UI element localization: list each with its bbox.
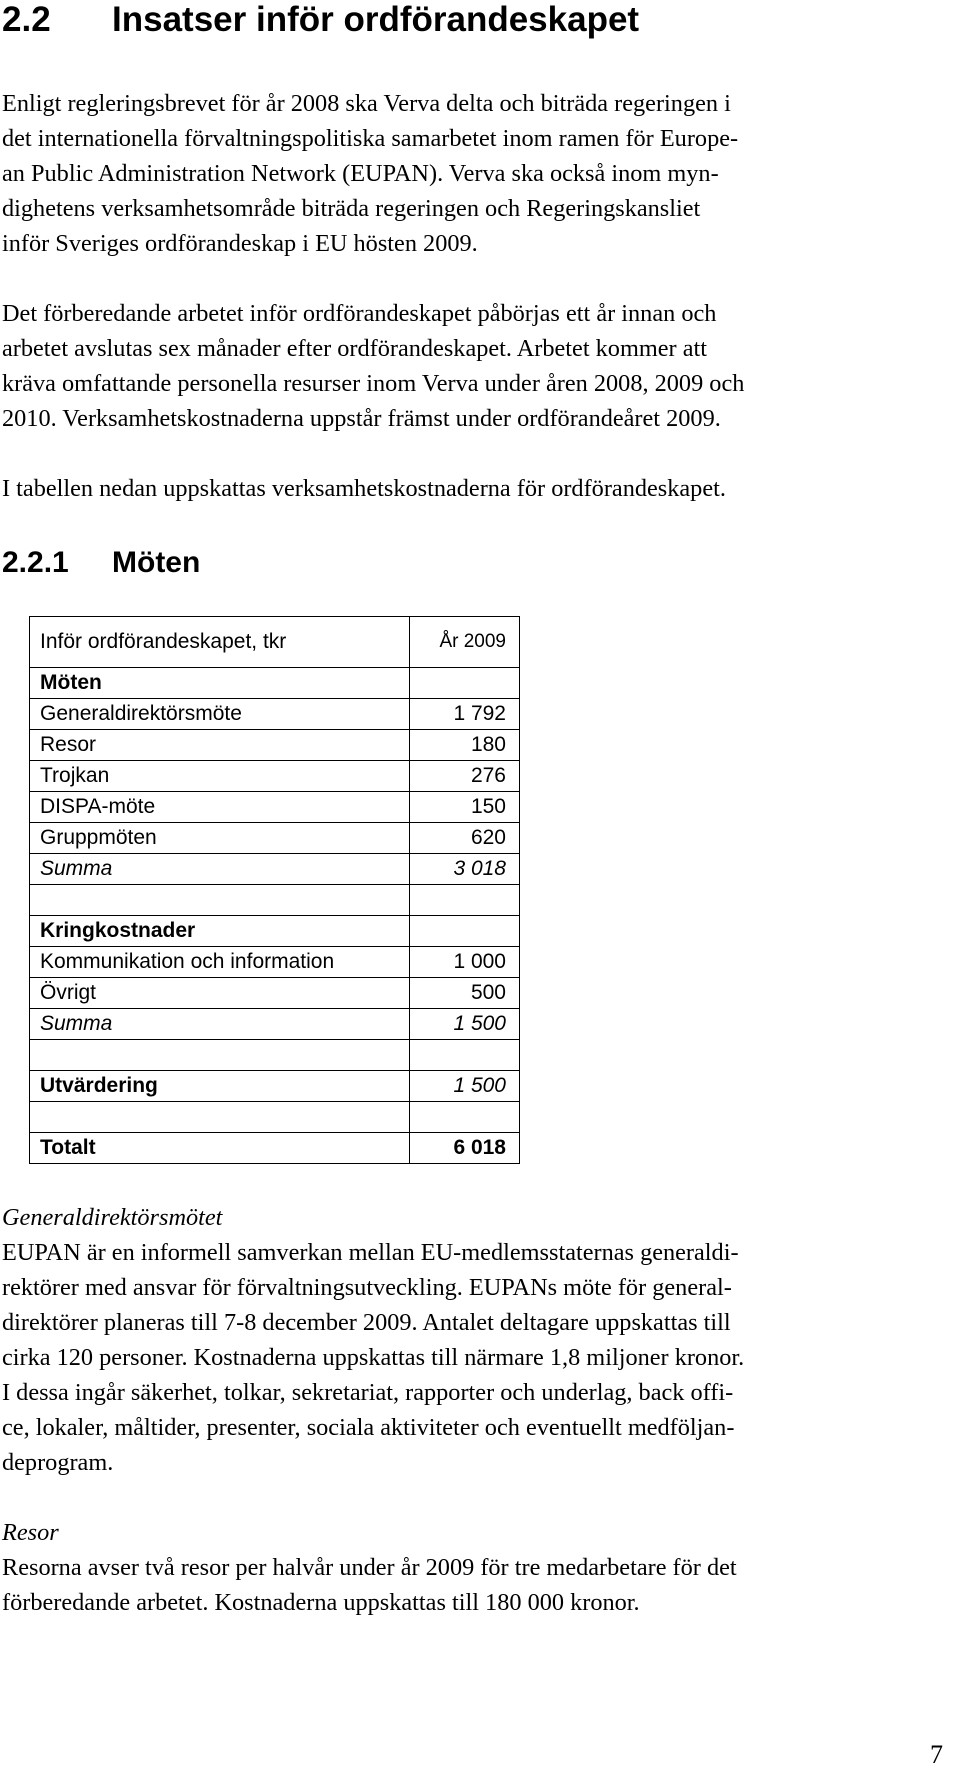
- row-label: Resor: [30, 730, 410, 761]
- text-line: cirka 120 personer. Kostnaderna uppskattas till närmare 1,8 miljoner kronor.: [2, 1344, 745, 1371]
- text-line: deprogram.: [2, 1449, 114, 1476]
- row-label: [30, 885, 410, 916]
- row-value: 1 500: [410, 1009, 520, 1040]
- text-line: direktörer planeras till 7-8 december 2009. Antalet deltagare uppskattas till: [2, 1309, 731, 1336]
- table-row: [30, 1102, 520, 1133]
- text-line: Enligt regleringsbrevet för år 2008 ska Verva delta och biträda regeringen i: [2, 90, 731, 117]
- gd-section: [2, 1200, 957, 1480]
- subsection-heading: [2, 545, 200, 581]
- table-row: [30, 978, 520, 1009]
- subsection-title: Möten: [112, 546, 201, 579]
- table-row: [30, 1009, 520, 1040]
- row-value: [410, 916, 520, 947]
- table-row: [30, 885, 520, 916]
- row-value: 6 018: [410, 1133, 520, 1164]
- row-value: 500: [410, 978, 520, 1009]
- row-value: [410, 885, 520, 916]
- intro-paragraph: [2, 86, 957, 261]
- table-row: [30, 699, 520, 730]
- row-label: Kringkostnader: [30, 916, 410, 947]
- table-row: [30, 730, 520, 761]
- cost-table: [29, 616, 520, 1164]
- row-label: Övrigt: [30, 978, 410, 1009]
- row-label: Trojkan: [30, 761, 410, 792]
- row-label: Summa: [30, 854, 410, 885]
- text-line: rektörer med ansvar för förvaltningsutveckling. EUPANs möte för general-: [2, 1274, 732, 1301]
- table-row: [30, 668, 520, 699]
- text-line: I tabellen nedan uppskattas verksamhetskostnaderna för ordförandeskapet.: [2, 475, 726, 502]
- table-row: [30, 916, 520, 947]
- table-row: [30, 792, 520, 823]
- text-line: Det förberedande arbetet inför ordförandeskapet påbörjas ett år innan och: [2, 300, 717, 327]
- table-intro-paragraph: [2, 471, 957, 506]
- row-label: [30, 1102, 410, 1133]
- text-line: arbetet avslutas sex månader efter ordförandeskapet. Arbetet kommer att: [2, 335, 707, 362]
- table-header-label: Inför ordförandeskapet, tkr: [30, 617, 410, 668]
- row-value: 620: [410, 823, 520, 854]
- text-line: det internationella förvaltningspolitiska samarbetet inom ramen för Europe-: [2, 125, 739, 152]
- resor-section: [2, 1515, 957, 1620]
- row-label: DISPA-möte: [30, 792, 410, 823]
- row-label: Kommunikation och information: [30, 947, 410, 978]
- table-row: [30, 761, 520, 792]
- table-row: [30, 947, 520, 978]
- row-label: Totalt: [30, 1133, 410, 1164]
- table-row: [30, 823, 520, 854]
- table-row: [30, 1133, 520, 1164]
- row-label: Utvärdering: [30, 1071, 410, 1102]
- row-value: 150: [410, 792, 520, 823]
- row-value: 1 792: [410, 699, 520, 730]
- page-number: 7: [930, 1740, 943, 1769]
- table-row: [30, 1071, 520, 1102]
- table-row: [30, 854, 520, 885]
- text-line: I dessa ingår säkerhet, tolkar, sekretariat, rapporter och underlag, back offi-: [2, 1379, 734, 1406]
- row-label: [30, 1040, 410, 1071]
- resor-section-title: Resor: [2, 1519, 59, 1546]
- text-line: dighetens verksamhetsområde biträda regeringen och Regeringskansliet: [2, 195, 701, 222]
- row-value: [410, 1102, 520, 1133]
- text-line: ce, lokaler, måltider, presenter, sociala aktiviteter och eventuellt medföljan-: [2, 1414, 735, 1441]
- text-line: 2010. Verksamhetskostnaderna uppstår främst under ordförandeåret 2009.: [2, 405, 721, 432]
- subsection-number: 2.2.1: [2, 546, 69, 579]
- row-label: Möten: [30, 668, 410, 699]
- text-line: förberedande arbetet. Kostnaderna uppskattas till 180 000 kronor.: [2, 1589, 640, 1616]
- row-value: 1 500: [410, 1071, 520, 1102]
- text-line: kräva omfattande personella resurser inom Verva under åren 2008, 2009 och: [2, 370, 745, 397]
- section-title: Insatser inför ordförandeskapet: [112, 0, 640, 39]
- section-number: 2.2: [2, 0, 51, 39]
- row-value: 276: [410, 761, 520, 792]
- row-label: Summa: [30, 1009, 410, 1040]
- table-row: [30, 1040, 520, 1071]
- table-header-value: År 2009: [410, 617, 520, 668]
- row-value: 1 000: [410, 947, 520, 978]
- row-value: [410, 1040, 520, 1071]
- text-line: inför Sveriges ordförandeskap i EU hösten 2009.: [2, 230, 478, 257]
- table-header-row: [30, 617, 520, 668]
- row-label: Gruppmöten: [30, 823, 410, 854]
- preparation-paragraph: [2, 296, 957, 436]
- gd-section-title: Generaldirektörsmötet: [2, 1204, 223, 1231]
- row-value: 3 018: [410, 854, 520, 885]
- row-label: Generaldirektörsmöte: [30, 699, 410, 730]
- row-value: 180: [410, 730, 520, 761]
- row-value: [410, 668, 520, 699]
- text-line: an Public Administration Network (EUPAN). Verva ska också inom myn-: [2, 160, 719, 187]
- text-line: Resorna avser två resor per halvår under år 2009 för tre medarbetare för det: [2, 1554, 737, 1581]
- section-heading: [2, 0, 639, 40]
- text-line: EUPAN är en informell samverkan mellan EU-medlemsstaternas generaldi-: [2, 1239, 739, 1266]
